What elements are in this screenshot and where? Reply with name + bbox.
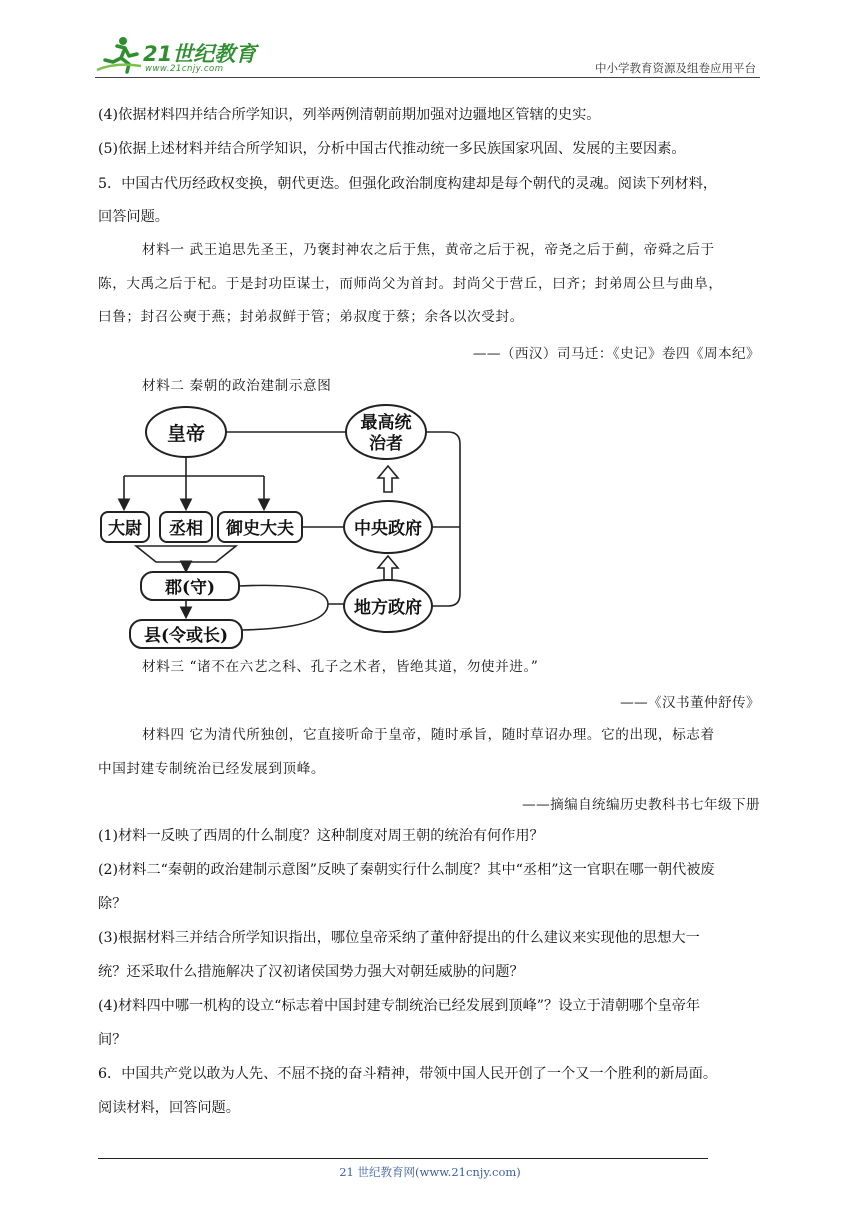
- emperor-label: 皇帝: [166, 423, 206, 445]
- question-6-intro-cont: 阅读材料，回答问题。: [98, 1100, 240, 1116]
- material-3-text: 材料三 “诸不在六艺之科、孔子之术者，皆绝其道，勿使并进。”: [142, 659, 539, 675]
- page-header: [95, 34, 760, 78]
- question-4-part-4: (4)依据材料四并结合所学知识，列举两例清朝前期加强对边疆地区管辖的史实。: [98, 107, 601, 123]
- qin-political-structure-diagram: [96, 404, 476, 650]
- chengxiang-label: 丞相: [169, 519, 203, 539]
- site-logo: [95, 34, 265, 76]
- question-5-part-3: (3)根据材料三并结合所学知识指出，哪位皇帝采纳了董仲舒提出的什么建议来实现他的思想大一: [98, 930, 700, 946]
- supreme-ruler-label-2: 治者: [369, 434, 403, 454]
- footer-divider: [98, 1158, 708, 1159]
- question-6-intro: 6．中国共产党以敢为人先、不屈不挠的奋斗精神，带领中国人民开创了一个又一个胜利的新局面。: [98, 1066, 718, 1082]
- logo-text: 21世纪教育: [143, 42, 257, 66]
- up-arrow-icon: [378, 556, 398, 580]
- question-5-part-1: (1)材料一反映了西周的什么制度？这种制度对周王朝的统治有何作用？: [98, 828, 544, 844]
- xian-label: 县(令或长): [143, 626, 229, 646]
- central-government-label: 中央政府: [354, 519, 422, 539]
- question-5-part-2: (2)材料二“秦朝的政治建制示意图”反映了秦朝实行什么制度？其中“丞相”这一官职在哪一朝代被废: [98, 862, 715, 878]
- header-tagline: 中小学教育资源及组卷应用平台: [595, 61, 756, 75]
- question-4-part-5: (5)依据上述材料并结合所学知识，分析中国古代推动统一多民族国家巩固、发展的主要因素。: [98, 141, 686, 157]
- question-5-intro-cont: 回答问题。: [98, 209, 169, 225]
- logo-url: www.21cnjy.com: [145, 64, 224, 74]
- material-1-line-1: 材料一 武王追思先圣王，乃褒封神农之后于焦，黄帝之后于祝，帝尧之后于蓟，帝舜之后于: [142, 242, 715, 258]
- supreme-ruler-label-1: 最高统: [360, 413, 412, 433]
- question-5-part-4: (4)材料四中哪一机构的设立“标志着中国封建专制统治已经发展到顶峰”？设立于清朝哪个皇帝年: [98, 998, 701, 1014]
- material-4-line-1: 材料四 它为清代所独创，它直接听命于皇帝，随时承旨，随时草诏办理。它的出现，标志着: [142, 727, 715, 743]
- jun-label: 郡(守): [164, 578, 216, 598]
- runner-icon: [95, 34, 145, 76]
- question-5-part-4-cont: 间？: [98, 1032, 127, 1048]
- page-footer: 21 世纪教育网(www.21cnjy.com): [339, 1165, 521, 1179]
- material-1-line-3: 曰鲁；封召公奭于燕；封弟叔鲜于管；弟叔度于蔡；余各以次受封。: [98, 309, 524, 325]
- question-5-intro: 5．中国古代历经政权变换，朝代更迭。但强化政治制度构建却是每个朝代的灵魂。阅读下列材料，: [98, 176, 718, 192]
- material-2-title: 材料二 秦朝的政治建制示意图: [142, 378, 332, 394]
- question-5-part-3-cont: 统？还采取什么措施解决了汉初诸侯国势力强大对朝廷威胁的问题？: [98, 964, 524, 980]
- up-arrow-icon: [378, 466, 398, 492]
- taiwei-label: 大尉: [108, 519, 142, 539]
- material-4-source: ——摘编自统编历史教科书七年级下册: [522, 797, 760, 813]
- local-government-label: 地方政府: [354, 598, 422, 618]
- material-1-source: ——（西汉）司马迁：《史记》卷四《周本纪》: [472, 346, 760, 362]
- material-1-line-2: 陈，大禹之后于杞。于是封功臣谋士，而师尚父为首封。封尚父于营丘，曰齐；封弟周公旦与曲阜，: [98, 276, 723, 292]
- material-4-line-2: 中国封建专制统治已经发展到顶峰。: [98, 761, 326, 777]
- yushi-dafu-label: 御史大夫: [226, 519, 294, 539]
- funnel-shape: [136, 546, 236, 562]
- material-3-source: ——《汉书董仲舒传》: [620, 695, 760, 711]
- question-5-part-2-cont: 除？: [98, 896, 127, 912]
